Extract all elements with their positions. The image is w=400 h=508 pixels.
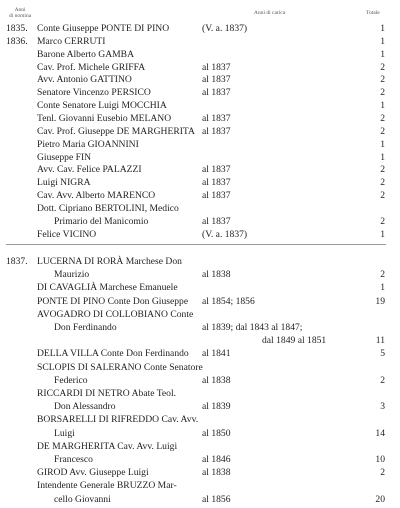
member-row [0,388,400,400]
member-name: Avv. Cav. Felice PALAZZI [37,164,142,176]
total-years: 19 [375,295,385,307]
term-of-office: al 1850 [202,427,231,439]
member-row [0,229,400,241]
member-name: Don Ferdinando [54,322,117,333]
total-years: 1 [380,282,385,294]
member-name: Pietro Maria GIOANNINI [37,138,139,150]
member-name: Cav. Prof. Giuseppe DE MARGHERITA [37,125,195,137]
member-row [0,401,400,413]
member-name: Giuseppe FIN [37,151,92,163]
total-years: 1 [380,35,385,47]
member-name: GIROD Avv. Giuseppe Luigi [37,467,149,479]
member-row [0,309,400,321]
member-row [0,126,400,138]
member-name: Don Alessandro [54,401,116,413]
term-of-office: al 1839; dal 1843 al 1847; [202,322,303,333]
section-divider [6,244,386,245]
member-name: BORSARELLI DI RIFREDDO Cav. Avv. [37,414,199,426]
member-row [0,441,400,453]
term-of-office: al 1837 [202,61,231,73]
member-row [0,49,400,61]
total-years: 11 [375,335,385,347]
member-name: Luigi NIGRA [37,177,91,189]
member-row [0,454,400,466]
member-name: RICCARDI DI NETRO Abate Teol. [37,388,177,399]
total-years: 2 [380,215,385,227]
total-years: 2 [380,269,385,281]
term-of-office: al 1837 [202,190,231,202]
member-row [0,322,400,334]
term-of-office: al 1837 [202,177,231,189]
member-name: Dott. Cipriano BERTOLINI, Medico [37,202,179,214]
total-years: 10 [375,454,385,465]
member-row [0,190,400,202]
member-name: Maurizio [54,269,90,281]
term-of-office: al 1837 [202,87,231,99]
total-years: 2 [380,125,385,137]
member-name: cello Giovanni [54,493,111,505]
total-years: 20 [375,493,385,505]
member-row [0,282,400,294]
member-row [0,414,400,426]
header-col-total: Totale [366,10,380,16]
member-row [0,428,400,440]
total-years: 2 [380,374,385,386]
term-of-office: al 1837 [202,164,231,176]
member-row [0,348,400,360]
header-col-term: Anni di carica [254,10,286,16]
term-of-office: al 1837 [202,112,231,124]
term-of-office: al 1839 [202,401,231,413]
term-of-office: al 1841 [202,348,231,360]
total-years: 1 [380,138,385,150]
term-of-office: al 1856 [202,493,231,505]
member-name: SCLOPIS DI SALERANO Conte Senatore [37,361,203,373]
total-years: 14 [375,427,385,439]
member-name: Cav. Prof. Michele GRIFFA [37,61,146,73]
term-of-office: al 1846 [202,454,231,465]
nomination-year: 1836. [6,35,28,47]
member-row [0,494,400,506]
member-row [0,269,400,281]
term-of-office: al 1837 [202,215,231,227]
term-of-office: al 1838 [202,374,231,386]
member-name: Tenl. Giovanni Eusebio MELANO [37,112,172,124]
member-name: Luigi [54,427,75,439]
member-row [0,152,400,164]
total-years: 2 [380,112,385,124]
term-of-office: dal 1849 al 1851 [262,335,327,347]
term-of-office: al 1837 [202,74,231,86]
member-name: Cav. Avv. Alberto MARENCO [37,190,156,202]
total-years: 1 [380,100,385,112]
member-row [0,335,400,347]
member-name: Primario del Manicomio [54,215,149,227]
member-row [0,362,400,374]
member-name: Barone Alberto GAMBA [37,48,134,60]
term-of-office: al 1837 [202,125,231,137]
member-row [0,113,400,125]
member-name: LUCERNA DI RORÀ Marchese Don [37,256,182,267]
member-row [0,480,400,492]
total-years: 5 [380,348,385,360]
nomination-year: 1837. [6,256,28,267]
total-years: 2 [380,164,385,176]
total-years: 2 [380,87,385,99]
member-name: Marco CERRUTI [37,35,106,47]
member-name: Senatore Vincenzo PERSICO [37,87,151,99]
total-years: 2 [380,74,385,86]
member-name: DELLA VILLA Conte Don Ferdinando [37,348,189,360]
member-row [0,87,400,99]
member-name: AVOGADRO DI COLLOBIANO Conte [37,308,194,320]
total-years: 1 [380,151,385,163]
header-col-year-line2: di nomina [9,13,32,19]
member-name: Conte Giuseppe PONTE DI PINO [37,23,170,34]
total-years: 2 [380,190,385,202]
term-of-office: (V. a. 1837) [202,23,248,34]
member-row [0,256,400,268]
member-row [0,100,400,112]
member-row [0,296,400,308]
term-of-office: al 1838 [202,467,231,479]
member-row [0,36,400,48]
term-of-office: (V. a. 1837) [202,228,248,240]
member-name: Francesco [54,454,93,465]
term-of-office: al 1854; 1856 [202,295,255,307]
header-col-year-line1: Anni [14,7,26,13]
member-row [0,62,400,74]
term-of-office: al 1838 [202,269,231,281]
member-name: PONTE DI PINO Conte Don Giuseppe [37,295,189,307]
member-name: Conte Senatore Luigi MOCCHIA [37,100,167,112]
header-col-year [9,7,31,19]
total-years: 2 [380,61,385,73]
total-years: 1 [380,23,385,34]
member-name: Avv. Antonio GATTINO [37,74,132,86]
total-years: 1 [380,228,385,240]
column-header [0,4,400,22]
member-row [0,216,400,228]
member-name: DE MARGHERITA Cav. Avv. Luigi [37,440,178,452]
total-years: 2 [380,467,385,479]
member-name: Federico [54,374,88,386]
member-row [0,203,400,215]
total-years: 1 [380,48,385,60]
member-name: Felice VICINO [37,228,97,240]
total-years: 3 [380,401,385,413]
member-row [0,164,400,176]
member-row [0,23,400,35]
member-row [0,467,400,479]
member-name: DI CAVAGLIÀ Marchese Emanuele [37,282,178,294]
nomination-year: 1835. [6,23,28,34]
member-row [0,139,400,151]
member-row [0,375,400,387]
member-row [0,74,400,86]
member-name: Intendente Generale BRUZZO Mar- [37,480,177,492]
total-years: 2 [380,177,385,189]
member-row [0,177,400,189]
